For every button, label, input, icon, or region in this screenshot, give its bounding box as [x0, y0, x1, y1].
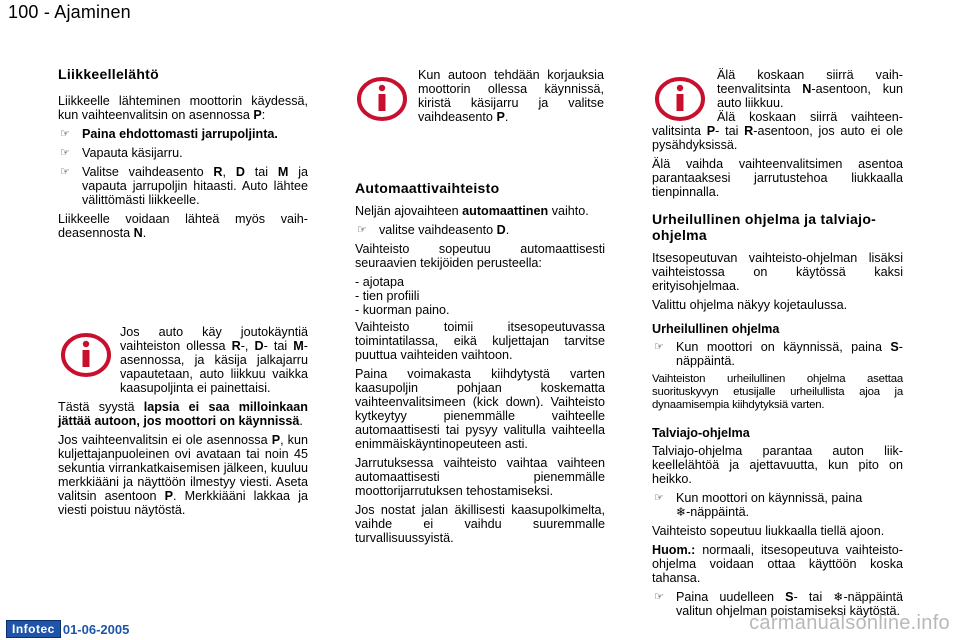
pointer-icon: ☞ [60, 166, 70, 178]
subheading-winter: Talviajo-ohjelma [652, 426, 750, 440]
intro-paragraph: Liikkeelle lähteminen moottorin käydessä, kun vaihteenvalitsin on asennossa P: [58, 94, 308, 122]
info-icon [356, 76, 408, 122]
column-3 [652, 110, 903, 623]
list-item: - ajotapa [355, 275, 405, 289]
section-title: Ajaminen [54, 2, 131, 22]
sport-description-paragraph: Vaihteiston urheilullinen ohjelma asettaa suorituskyvyn etusijalle urheilullista ajoa ja dynaamisempia kiihdytyksiä varten. [652, 373, 903, 411]
subheading-sport: Urheilullinen ohjelma [652, 322, 780, 336]
bullet-select-gear: ☞ Valitse vaihdeasento R, D tai M ja vapauta jarrupoljin hitaasti. Auto lähtee välittömästi liikkeelle. [60, 165, 309, 207]
bullet-sport-button: ☞ Kun moottori on käynnissä, paina S-näppäintä. [654, 340, 903, 368]
slippery-paragraph: Älä vaihda vaihteenvalitsimen asentoa parantaaksesi jarrutustehoa liukkaalla tienpinnalla. [652, 157, 903, 199]
adapt-paragraph: Vaihteisto sopeutuu automaattisesti seuraavien tekijöiden perusteella: [355, 242, 605, 270]
bullet-select-d: ☞ valitse vaihdeasento D. [357, 223, 510, 237]
heading-liikkeellelahto: Liikkeellelähtö [58, 66, 159, 82]
footer [6, 620, 129, 636]
column-2-info [418, 68, 604, 129]
neutral-warning-paragraph: Älä koskaan siirrä vaihteenvalitsinta N-asentoon, kun auto liikkuu. [717, 68, 903, 110]
pointer-icon: ☞ [60, 128, 70, 140]
heading-automaattivaihteisto: Automaattivaihteisto [355, 180, 500, 196]
infotec-logo: Infotec [6, 620, 61, 638]
pointer-icon: ☞ [60, 147, 70, 159]
bullet-winter-button: ☞ Kun moottori on käynnissä, paina ❄-näppäintä. [654, 491, 863, 519]
lift-off-paragraph: Jos nostat jalan äkillisesti kaasupolkimelta, vaihde ei vaihdu suuremmalle turvallisuussyistä. [355, 503, 605, 545]
factor-list [355, 275, 605, 317]
column-1-info [58, 325, 308, 522]
column-1 [58, 66, 308, 245]
footer-date: 01-06-2005 [62, 621, 130, 637]
idle-warning-paragraph: Jos auto käy joutokäyntiä vaihteiston ollessa R-, D- tai M-asennossa, ja käsija jalkajarru vapautetaan, auto liikkuu vaikka kaasupoljinta ei painettaisi. [120, 325, 308, 395]
selector-warning-paragraph: Jos vaihteenvalitsin ei ole asennossa P, kun kuljettajanpuoleinen ovi avataan tai noin 45 sekuntia virrankatkaisemisen jälkeen, kuuluu merkkiääni ja näyttöön ilmestyy viesti. Aseta valitsin asentoon P. Merkkiääni lakkaa ja viesti poistuu näytöstä. [58, 433, 308, 517]
note-paragraph: Huom.: normaali, itsesopeutuva vaihteisto-ohjelma voidaan ottaa käyttöön koska tahansa. [652, 543, 903, 585]
slippery-adapt-paragraph: Vaihteisto sopeutuu liukkaalla tiellä ajoon. [652, 524, 885, 538]
pointer-icon: ☞ [357, 224, 367, 236]
pointer-icon: ☞ [654, 341, 664, 353]
column-2 [355, 180, 605, 550]
heading-programs: Urheilullinen ohjelma ja talviajo-ohjelma [652, 211, 877, 243]
winter-description-paragraph: Talviajo-ohjelma parantaa auton liikkeellelähtöä ja ajettavuutta, kun pito on heikko. [652, 444, 903, 486]
braking-paragraph: Jarrutuksessa vaihteisto vaihtaa vaihteen automaattisesti pienemmälle moottorijarrutuksen tehostamiseksi. [355, 456, 605, 498]
kickdown-paragraph: Paina voimakasta kiihdytystä varten kaasupoljin pohjaan koskematta vaihteenvalitsimeen (kick down). Vaihteisto kytkeytyy pienemmälle vaihteelle automaattisesti tai pysyy valitulla vaihteella enimmäiskäyntinopeuteen asti. [355, 367, 605, 451]
snowflake-icon: ❄ [676, 505, 687, 519]
bullet-deactivate: ☞ Paina uudelleen S- tai ❄-näppäintä valitun ohjelman poistamiseksi käytöstä. [654, 590, 904, 618]
bullet-brake: ☞ Paina ehdottomasti jarrupoljinta. [60, 127, 278, 141]
bullet-handbrake: ☞ Vapauta käsijarru. [60, 146, 183, 160]
neutral-start-paragraph: Liikkeelle voidaan lähteä myös vaihdeasennosta N. [58, 212, 308, 240]
list-item: - tien profiili [355, 289, 420, 303]
program-shown-paragraph: Valittu ohjelma näkyy kojetaulussa. [652, 298, 848, 312]
four-gears-paragraph: Neljän ajovaihteen automaattinen vaihto. [355, 204, 589, 218]
list-item: - kuorman paino. [355, 303, 450, 317]
programs-intro-paragraph: Itsesopeutuvan vaihteisto-ohjelman lisäksi vaihteistossa on käytössä kaksi erityisohjelmaa. [652, 251, 903, 293]
column-3-info [717, 68, 903, 115]
pointer-icon: ☞ [654, 591, 664, 603]
repair-warning-paragraph: Kun autoon tehdään korjauksia moottorin ollessa käynnissä, kiristä käsijarru ja valitse vaihdeasento P. [418, 68, 604, 124]
watermark: carmanualsonline.info [749, 612, 950, 634]
snowflake-icon: ❄ [833, 590, 844, 604]
self-adaptive-paragraph: Vaihteisto toimii itsesopeutuvassa toimintatilassa, eikä kuljettajan tarvitse puuttua vaihteiden vaihtoon. [355, 320, 605, 362]
page-number: 100 [8, 2, 39, 22]
children-warning-paragraph: Tästä syystä lapsia ei saa milloinkaan jättää autoon, jos moottori on käynnissä. [58, 400, 309, 428]
pointer-icon: ☞ [654, 492, 664, 504]
park-warning-paragraph: Älä koskaan siirrä vaihteenvalitsinta P- tai R-asentoon, jos auto ei ole pysähdyksissä. [652, 110, 903, 152]
page-header: 100 - Ajaminen [8, 2, 131, 22]
